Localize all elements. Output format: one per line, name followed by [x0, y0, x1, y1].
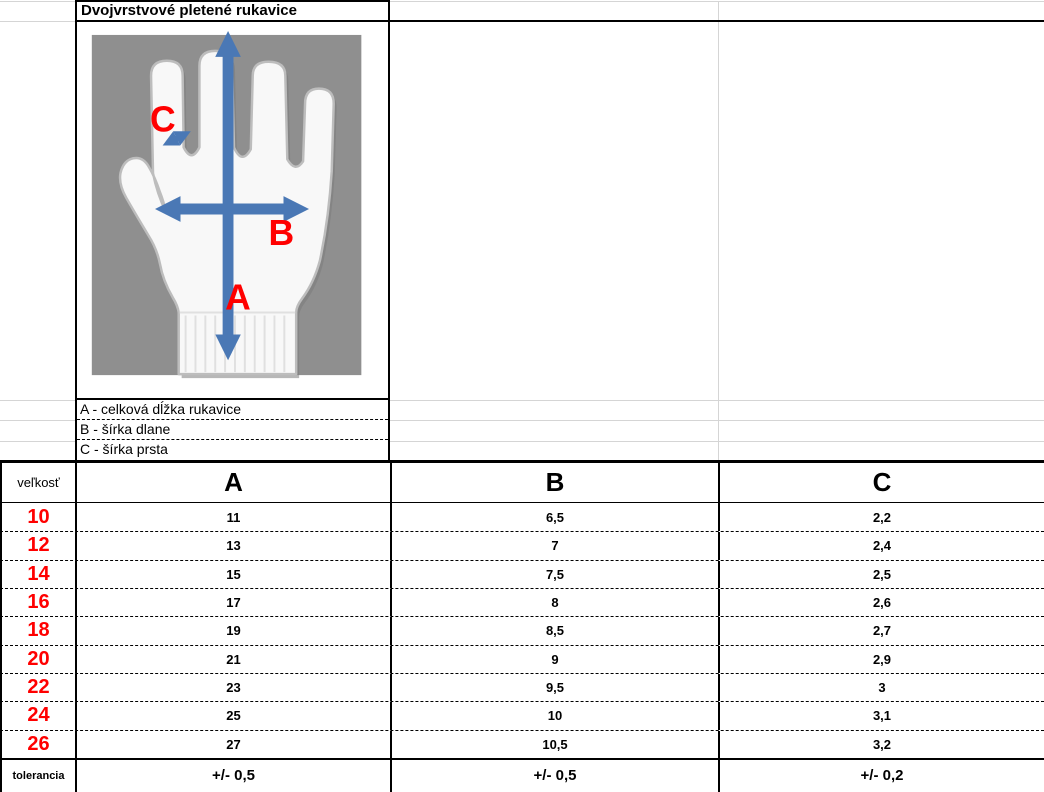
- measure-a-value: 25: [75, 702, 390, 729]
- size-value: 24: [0, 702, 75, 729]
- label-a: A: [225, 277, 251, 318]
- size-column-header: veľkosť: [0, 463, 75, 502]
- measure-a-value: 11: [75, 503, 390, 531]
- size-value: 20: [0, 646, 75, 673]
- measure-b-value: 6,5: [390, 503, 718, 531]
- legend-item-c: C - šírka prsta: [80, 441, 168, 457]
- size-value: 18: [0, 617, 75, 644]
- legend-item-b: B - šírka dlane: [77, 420, 388, 440]
- tolerance-a: +/- 0,5: [75, 760, 390, 792]
- table-row: [0, 616, 1044, 644]
- column-header-b: B: [390, 463, 718, 502]
- size-table: [0, 460, 1044, 792]
- tolerance-label: tolerancia: [0, 760, 75, 792]
- tolerance-c: +/- 0,2: [718, 760, 1044, 792]
- label-b: B: [268, 212, 295, 253]
- column-header-a: A: [75, 463, 390, 502]
- measure-a-value: 17: [75, 589, 390, 616]
- table-row: [0, 560, 1044, 588]
- measure-b-value: 7,5: [390, 561, 718, 588]
- measure-c-value: 2,6: [718, 589, 1044, 616]
- measure-a-value: 21: [75, 646, 390, 673]
- measure-b-value: 10: [390, 702, 718, 729]
- size-value: 10: [0, 503, 75, 531]
- table-row: [0, 673, 1044, 701]
- measure-c-value: 2,7: [718, 617, 1044, 644]
- measure-b-value: 8,5: [390, 617, 718, 644]
- label-c: C: [150, 99, 176, 140]
- glove-image: [75, 22, 390, 400]
- measure-b-value: 8: [390, 589, 718, 616]
- measure-a-value: 15: [75, 561, 390, 588]
- table-row: [0, 588, 1044, 616]
- size-value: 16: [0, 589, 75, 616]
- measure-b-value: 9,5: [390, 674, 718, 701]
- measure-c-value: 2,9: [718, 646, 1044, 673]
- column-header-c: C: [718, 463, 1044, 502]
- measure-c-value: 2,5: [718, 561, 1044, 588]
- measure-a-value: 27: [75, 731, 390, 758]
- measure-c-value: 3,1: [718, 702, 1044, 729]
- measure-b-value: 10,5: [390, 731, 718, 758]
- glove-diagram: [77, 22, 388, 398]
- table-row: [0, 645, 1044, 673]
- gridline: [0, 21, 75, 22]
- measure-b-value: 9: [390, 646, 718, 673]
- size-value: 12: [0, 532, 75, 559]
- measure-c-value: 2,4: [718, 532, 1044, 559]
- tolerance-b: +/- 0,5: [390, 760, 718, 792]
- measure-c-value: 2,2: [718, 503, 1044, 531]
- measure-a-value: 23: [75, 674, 390, 701]
- measure-b-value: 7: [390, 532, 718, 559]
- legend: [75, 400, 390, 460]
- measure-a-value: 13: [75, 532, 390, 559]
- size-table-header: [0, 460, 1044, 503]
- size-value: 14: [0, 561, 75, 588]
- measure-a-value: 19: [75, 617, 390, 644]
- table-row: [0, 531, 1044, 559]
- measure-c-value: 3,2: [718, 731, 1044, 758]
- legend-item-a: A - celková dĺžka rukavice: [77, 400, 388, 420]
- size-value: 22: [0, 674, 75, 701]
- page-title: Dvojvrstvové pletené rukavice: [75, 0, 390, 22]
- table-row: [0, 730, 1044, 758]
- measure-c-value: 3: [718, 674, 1044, 701]
- table-row: [0, 701, 1044, 729]
- size-value: 26: [0, 731, 75, 758]
- gridline: [718, 1, 719, 460]
- tolerance-row: [0, 758, 1044, 792]
- table-row: [0, 503, 1044, 531]
- size-table-body: [0, 503, 1044, 758]
